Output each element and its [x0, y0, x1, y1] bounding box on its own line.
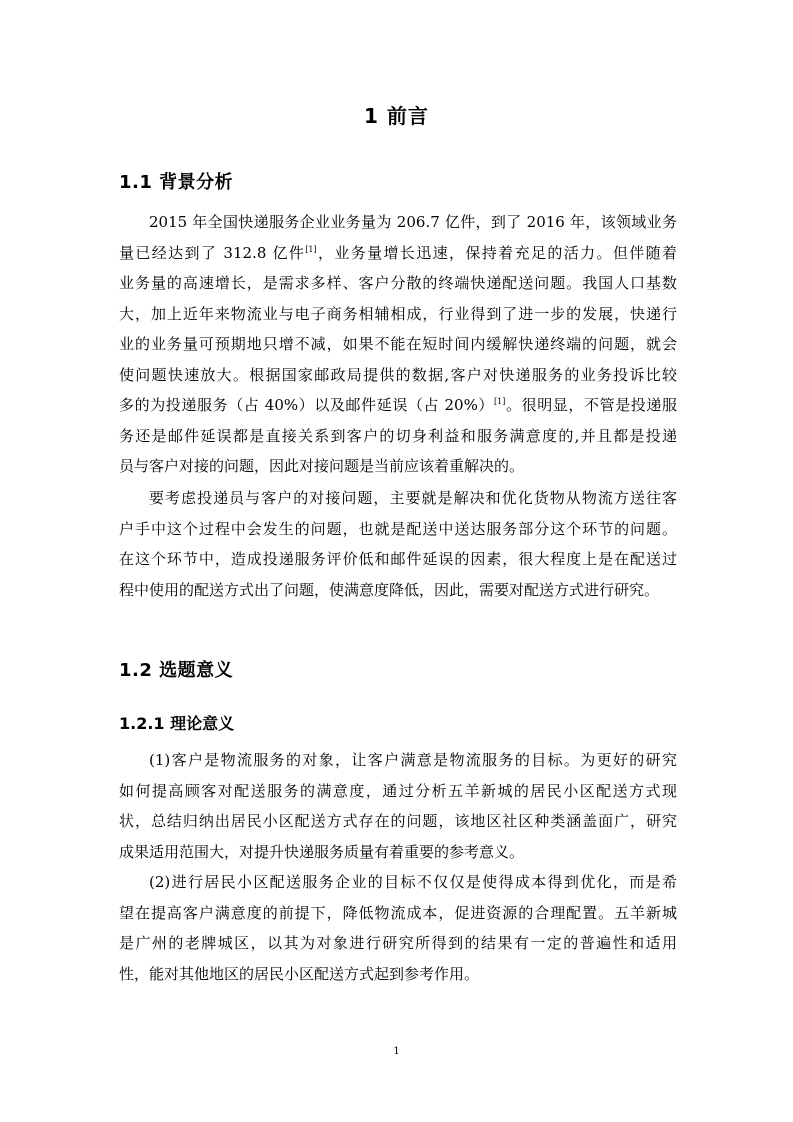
text-line: 是广州的老牌城区，以其为对象进行研究所得到的结果有一定的普遍性和适用: [119, 934, 677, 952]
text-line: 业务量的高速增长，是需求多样、客户分散的终端快递配送问题。我国人口基数: [119, 274, 677, 292]
paragraph-background-1: [119, 207, 677, 482]
chapter-title: 1 前言: [364, 104, 429, 128]
section-heading-background: 1.1 背景分析: [119, 172, 234, 193]
text-line: (2)进行居民小区配送服务企业的目标不仅仅是使得成本得到优化，而是希: [149, 873, 677, 891]
text-line: [119, 238, 677, 269]
text-line: 2015 年全国快递服务企业业务量为 206.7 亿件，到了 2016 年，该领域业务: [149, 213, 677, 231]
text-line: 成果适用范围大，对提升快递服务质量有着重要的参考意义。: [119, 842, 525, 861]
text-line: 如何提高顾客对配送服务的满意度，通过分析五羊新城的居民小区配送方式现: [119, 781, 677, 800]
text-line: 大，加上近年来物流业与电子商务相辅相成，行业得到了进一步的发展，快递行: [119, 304, 677, 323]
text-line: 员与客户对接的问题，因此对接问题是当前应该着重解决的。: [119, 457, 525, 475]
text-line: 望在提高客户满意度的前提下，降低物流成本，促进资源的合理配置。五羊新城: [119, 903, 677, 922]
paragraph-background-2: [119, 483, 677, 605]
paragraph-theory-2: [119, 867, 677, 989]
citation-marker: [1]: [305, 244, 317, 254]
text-line: 在这个环节中，造成投递服务评价低和邮件延误的因素，很大程度上是在配送过: [119, 550, 677, 568]
page-number: 1: [393, 1046, 400, 1057]
paragraph-theory-1: [119, 745, 677, 867]
text-fragment: 量已经达到了 312.8 亿件: [119, 243, 306, 262]
text-line: (1)客户是物流服务的对象，让客户满意是物流服务的目标。为更好的研究: [149, 751, 677, 769]
text-line: [119, 390, 677, 421]
text-line: 状，总结归纳出居民小区配送方式存在的问题，该地区社区种类涵盖面广，研究: [119, 812, 677, 830]
citation-marker: [1]: [494, 397, 506, 406]
subsection-heading-theory: 1.2.1 理论意义: [119, 714, 235, 733]
text-line: 性，能对其他地区的居民小区配送方式起到参考作用。: [119, 964, 480, 983]
text-line: 使问题快速放大。根据国家邮政局提供的数据,客户对快递服务的业务投诉比较: [119, 365, 677, 384]
text-fragment: 。很明显，不管是投递服: [505, 396, 677, 414]
section-heading-significance: 1.2 选题意义: [119, 660, 234, 681]
text-fragment: ，业务量增长迅速，保持着充足的活力。但伴随着: [316, 243, 677, 262]
text-line: 程中使用的配送方式出了问题，使满意度降低，因此，需要对配送方式进行研究。: [119, 580, 660, 599]
text-line: 业的业务量可预期地只增不减，如果不能在短时间内缓解快递终端的问题，就会: [119, 335, 677, 353]
text-line: 务还是邮件延误都是直接关系到客户的切身利益和服务满意度的,并且都是投递: [119, 426, 677, 445]
text-line: 要考虑投递员与客户的对接问题，主要就是解决和优化货物从物流方送往客: [149, 489, 677, 507]
text-fragment: 多的为投递服务（占 40%）以及邮件延误（占 20%）: [119, 396, 495, 414]
text-line: 户手中这个过程中会发生的问题，也就是配送中送达服务部分这个环节的问题。: [119, 519, 677, 538]
